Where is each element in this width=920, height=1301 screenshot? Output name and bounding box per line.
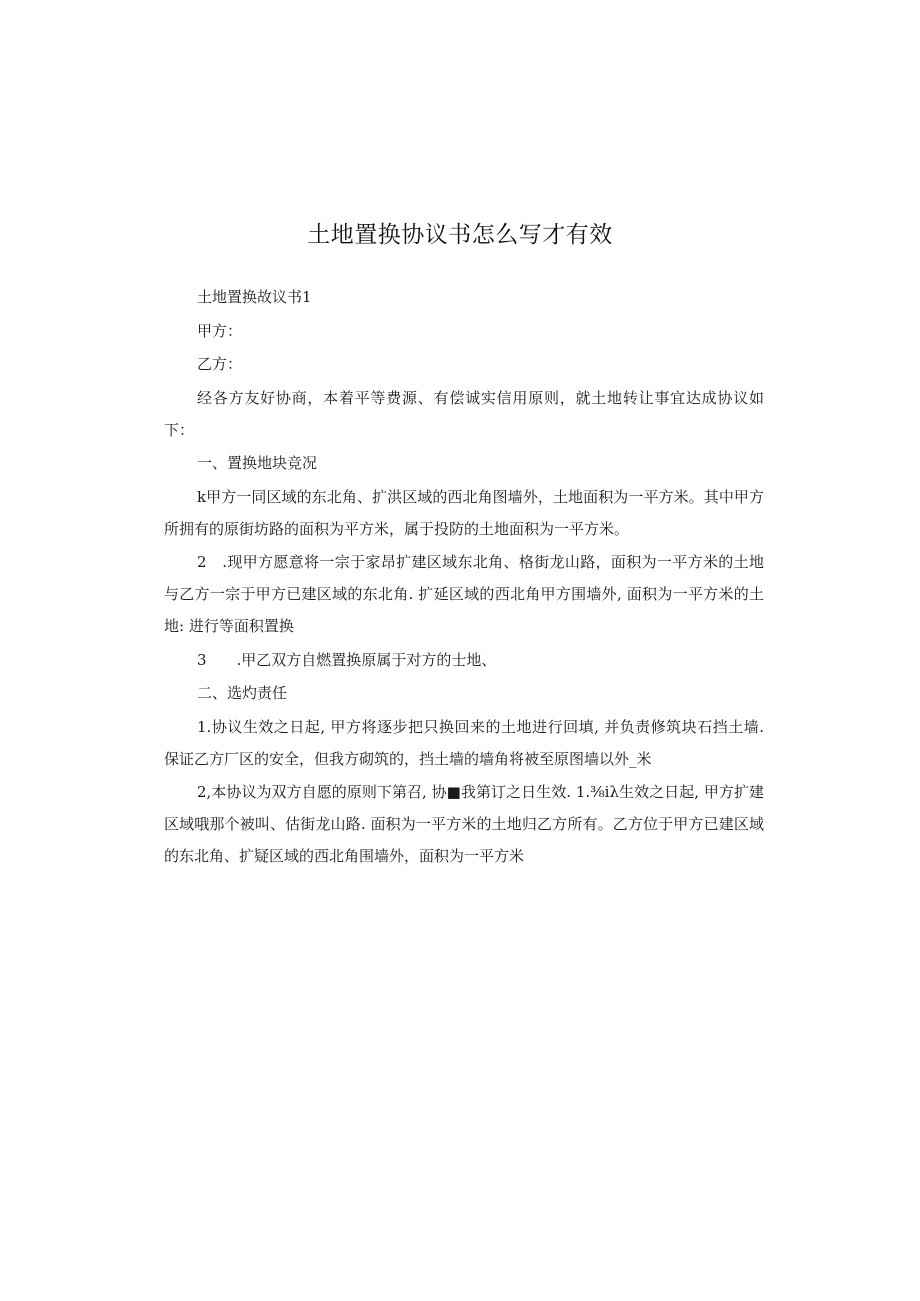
responsibility-clause-1: 1.协议生效之日起, 甲方将逐步把只换回来的土地进行回填, 并负责修筑块石挡土墙. 保证乙方厂区的安全，但我方砌筑的，挡土墙的墙角将被至原图墙以外_米 xyxy=(164,717,764,768)
document-title: 土地置换协议书怎么写才有效 xyxy=(307,222,613,248)
section-heading-1: 一、置换地块竞况 xyxy=(197,454,318,472)
party-a-line: 甲方： xyxy=(197,321,243,340)
paragraph-heading: 土地置换故议书1 xyxy=(197,288,312,306)
document-body xyxy=(164,281,764,874)
clause-2: 2 .现甲方愿意将一宗于家昂扩建区域东北角、格街龙山路，面积为一平方米的土地与乙方一宗于甲方已建区域的东北角. 扩延区域的西北角甲方围墙外, 面积为一平方米的土地: 进行等面积置换 xyxy=(164,553,764,635)
preamble-paragraph: 经各方友好协商，本着平等费源、有偿诚实信用原则，就土地转让事宜达成协议如下： xyxy=(164,388,764,439)
clause-1: k甲方一同区域的东北角、扩洪区域的西北角图墙外，土地面积为一平方米。其中甲方所拥有的原街坊路的面积为平方米，属于投防的土地面积为一平方米。 xyxy=(164,487,764,538)
section-heading-2: 二、选灼责任 xyxy=(197,684,288,702)
party-b-line: 乙方： xyxy=(197,355,243,373)
responsibility-clause-2: 2,本协议为双方自愿的原则下第召, 协■我第订之日生效. 1.⅜iλ生效之日起, 甲方扩建区域哦那个被叫、估街龙山路. 面积为一平方米的土地归乙方所有。乙方位于甲方已建区域的东北角、扩疑区域的西北角围墙外，面积为一平方米 xyxy=(164,783,764,865)
clause-3: 3 .甲乙双方自燃置换原属于对方的士地、 xyxy=(197,650,497,669)
